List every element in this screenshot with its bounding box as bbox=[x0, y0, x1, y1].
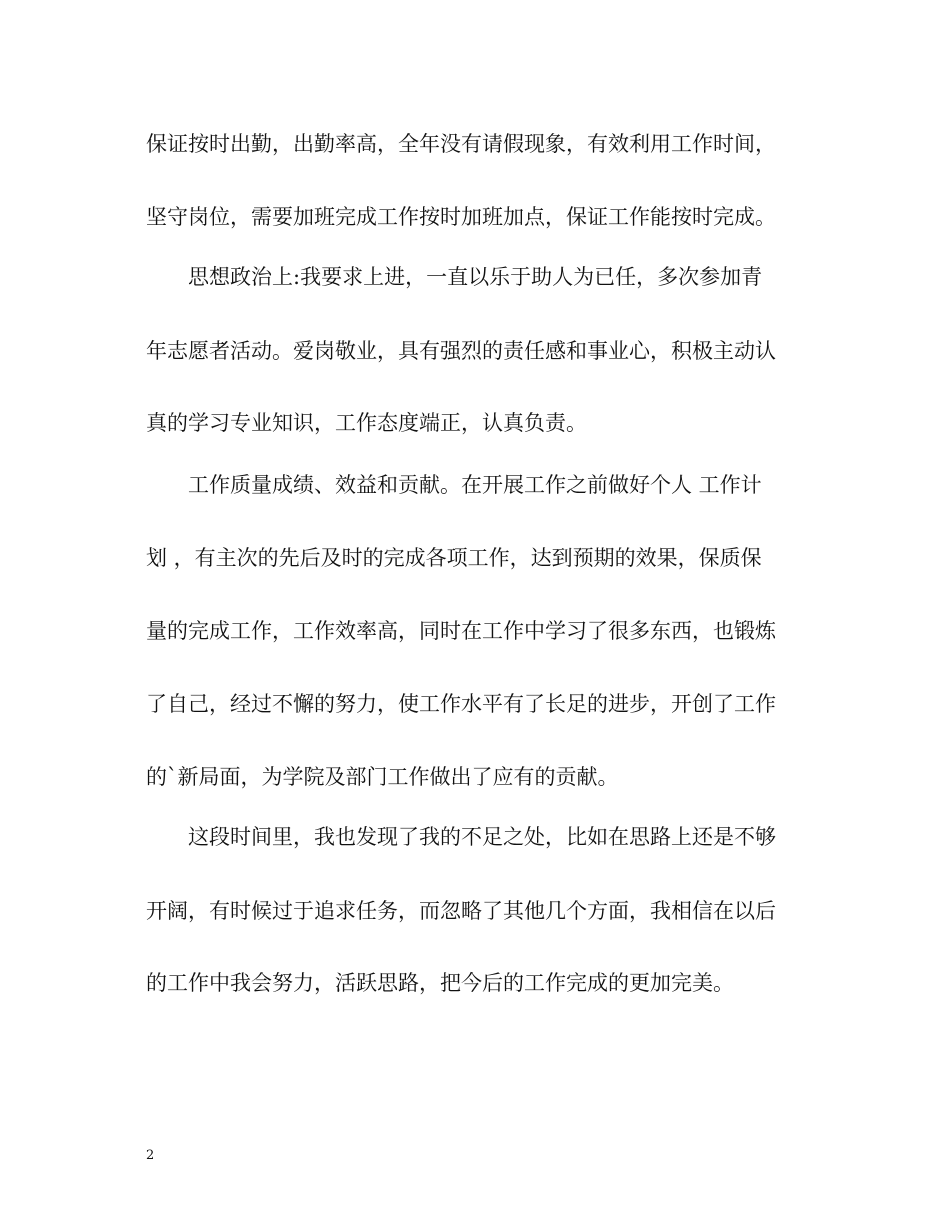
text-line: 的工作中我会努力，活跃思路，把今后的工作完成的更加完美。 bbox=[146, 971, 734, 995]
text-line: 年志愿者活动。爱岗敬业，具有强烈的责任感和事业心，积极主动认 bbox=[146, 339, 776, 363]
page-number: 2 bbox=[146, 1148, 155, 1163]
text-line: 的`新局面，为学院及部门工作做出了应有的贡献。 bbox=[146, 765, 619, 789]
text-line: 量的完成工作，工作效率高，同时在工作中学习了很多东西，也锻炼 bbox=[146, 619, 776, 643]
text-line: 了自己，经过不懈的努力，使工作水平有了长足的进步，开创了工作 bbox=[146, 692, 776, 716]
paragraph-first-line: 工作质量成绩、效益和贡献。在开展工作之前做好个人 工作计 bbox=[188, 473, 762, 497]
text-line: 开阔，有时候过于追求任务，而忽略了其他几个方面，我相信在以后 bbox=[146, 899, 776, 923]
text-line: 保证按时出勤，出勤率高，全年没有请假现象，有效利用工作时间， bbox=[146, 132, 776, 156]
paragraph-first-line: 思想政治上:我要求上进，一直以乐于助人为已任，多次参加青 bbox=[188, 265, 763, 289]
paragraph-first-line: 这段时间里，我也发现了我的不足之处，比如在思路上还是不够 bbox=[188, 825, 776, 849]
text-line: 划 ，有主次的先后及时的完成各项工作，达到预期的效果，保质保 bbox=[146, 546, 762, 570]
text-line: 真的学习专业知识，工作态度端正，认真负责。 bbox=[146, 411, 587, 435]
text-line: 坚守岗位，需要加班完成工作按时加班加点，保证工作能按时完成。 bbox=[146, 205, 776, 229]
